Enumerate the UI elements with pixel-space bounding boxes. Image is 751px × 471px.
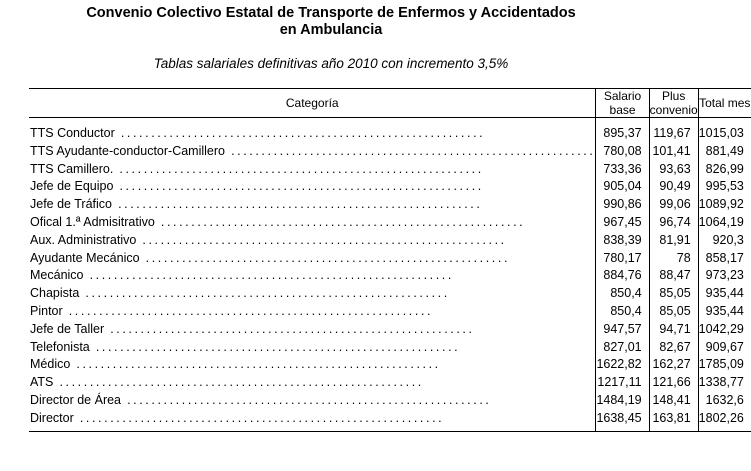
categoria-label: Jefe de Taller xyxy=(30,321,105,336)
cell-salario-base: 884,76 xyxy=(596,267,649,285)
dot-leader: ............................................................ xyxy=(113,161,484,176)
categoria-label: TTS Conductor xyxy=(30,126,115,140)
cell-salario-base: 967,45 xyxy=(596,214,649,232)
categoria-label: Aux. Administrativo xyxy=(30,232,137,247)
table-row xyxy=(29,285,751,303)
cell-salario-base: 1217,11 xyxy=(596,374,649,392)
cell-plus-convenio: 101,41 xyxy=(649,143,698,161)
title-line-1: Convenio Colectivo Estatal de Transporte de Enfermos y Accidentados xyxy=(86,5,576,21)
cell-salario-base: 850,4 xyxy=(596,303,649,321)
categoria-label: ATS xyxy=(30,375,54,390)
dot-leader: ............................................................ xyxy=(114,126,486,140)
cell-categoria xyxy=(29,118,596,143)
cell-total-mes: 935,44 xyxy=(698,285,751,303)
cell-total-mes: 995,53 xyxy=(698,178,751,196)
cell-salario-base: 947,57 xyxy=(596,321,649,339)
document-title xyxy=(0,5,662,39)
cell-total-mes: 1042,29 xyxy=(698,321,751,339)
dot-leader: ............................................................ xyxy=(62,303,434,318)
cell-salario-base: 850,4 xyxy=(596,285,649,303)
categoria-label: Chapista xyxy=(30,286,80,301)
table-row xyxy=(29,392,751,410)
cell-total-mes: 858,17 xyxy=(698,250,751,268)
table-row xyxy=(29,178,751,196)
cell-categoria xyxy=(29,232,596,250)
table-row xyxy=(29,232,751,250)
cell-categoria xyxy=(29,250,596,268)
cell-categoria xyxy=(29,178,596,196)
cell-salario-base: 1622,82 xyxy=(596,356,649,374)
cell-salario-base: 1484,19 xyxy=(596,392,649,410)
cell-categoria xyxy=(29,285,596,303)
table-row xyxy=(29,303,751,321)
cell-plus-convenio: 121,66 xyxy=(649,374,698,392)
cell-plus-convenio: 93,63 xyxy=(649,161,698,179)
categoria-label: Ofical 1.ª Admisitrativo xyxy=(30,214,155,229)
dot-leader: ............................................................ xyxy=(73,410,445,425)
cell-plus-convenio: 85,05 xyxy=(649,285,698,303)
categoria-label: Ayudante Mecánico xyxy=(30,250,140,265)
cell-salario-base: 838,39 xyxy=(596,232,649,250)
cell-plus-convenio: 81,91 xyxy=(649,232,698,250)
cell-plus-convenio: 162,27 xyxy=(649,356,698,374)
cell-categoria xyxy=(29,303,596,321)
cell-plus-convenio: 90,49 xyxy=(649,178,698,196)
cell-plus-convenio: 85,05 xyxy=(649,303,698,321)
cell-total-mes: 1089,92 xyxy=(698,196,751,214)
dot-leader: ............................................................ xyxy=(104,321,475,336)
dot-leader: ............................................................ xyxy=(225,143,596,158)
categoria-label: Mecánico xyxy=(30,268,84,283)
categoria-label: Director de Área xyxy=(30,392,122,407)
cell-plus-convenio: 78 xyxy=(649,250,698,268)
cell-categoria xyxy=(29,374,596,392)
salary-table xyxy=(29,88,751,432)
cell-plus-convenio: 82,67 xyxy=(649,339,698,357)
cell-categoria xyxy=(29,214,596,232)
cell-total-mes: 909,67 xyxy=(698,339,751,357)
dot-leader: ............................................................ xyxy=(154,214,526,229)
cell-total-mes: 881,49 xyxy=(698,143,751,161)
cell-total-mes: 1064,19 xyxy=(698,214,751,232)
table-row xyxy=(29,143,751,161)
cell-categoria xyxy=(29,321,596,339)
categoria-label: Pintor xyxy=(30,303,63,318)
dot-leader: ............................................................ xyxy=(139,250,511,265)
categoria-label: TTS Camillero. xyxy=(30,161,114,176)
dot-leader: ............................................................ xyxy=(70,357,441,372)
dot-leader: ............................................................ xyxy=(112,197,483,212)
table-row xyxy=(29,356,751,374)
cell-plus-convenio: 88,47 xyxy=(649,267,698,285)
cell-salario-base: 827,01 xyxy=(596,339,649,357)
cell-total-mes: 826,99 xyxy=(698,161,751,179)
dot-leader: ............................................................ xyxy=(136,232,507,247)
categoria-label: Jefe de Tráfico xyxy=(30,197,112,212)
dot-leader: ............................................................ xyxy=(113,179,484,194)
header-plus-convenio: Plus convenio xyxy=(649,89,698,117)
table-row xyxy=(29,374,751,392)
cell-salario-base: 780,17 xyxy=(596,250,649,268)
categoria-label: TTS Ayudante-conductor-Camillero xyxy=(30,143,225,158)
table-row xyxy=(29,214,751,232)
dot-leader: ............................................................ xyxy=(83,268,454,283)
cell-categoria xyxy=(29,356,596,374)
categoria-label: Jefe de Equipo xyxy=(30,179,114,194)
dot-leader: ............................................................ xyxy=(53,375,424,390)
document-subtitle: Tablas salariales definitivas año 2010 con incremento 3,5% xyxy=(153,56,509,71)
cell-plus-convenio: 148,41 xyxy=(649,392,698,410)
cell-salario-base: 733,36 xyxy=(596,161,649,179)
table-row xyxy=(29,196,751,214)
cell-total-mes: 1338,77 xyxy=(698,374,751,392)
table-row xyxy=(29,267,751,285)
header-salario-base: Salario base xyxy=(596,89,649,118)
cell-categoria xyxy=(29,161,596,179)
categoria-label: Director xyxy=(30,410,74,425)
table-row xyxy=(29,250,751,268)
cell-plus-convenio: 163,81 xyxy=(649,410,698,431)
cell-total-mes: 1015,03 xyxy=(698,118,751,143)
cell-total-mes: 1785,09 xyxy=(698,356,751,374)
cell-total-mes: 973,23 xyxy=(698,267,751,285)
table-row xyxy=(29,410,751,431)
dot-leader: ............................................................ xyxy=(89,339,461,354)
table-row xyxy=(29,118,751,143)
header-total-mes: Total mes xyxy=(698,89,751,118)
cell-salario-base: 895,37 xyxy=(596,118,649,143)
cell-categoria xyxy=(29,339,596,357)
table-header-row xyxy=(29,89,751,118)
cell-plus-convenio: 96,74 xyxy=(649,214,698,232)
table-row xyxy=(29,339,751,357)
cell-plus-convenio: 119,67 xyxy=(649,118,698,143)
cell-categoria xyxy=(29,392,596,410)
title-line-2: en Ambulancia xyxy=(279,22,383,38)
dot-leader: ............................................................ xyxy=(79,286,450,301)
cell-salario-base: 1638,45 xyxy=(596,410,649,431)
categoria-label: Médico xyxy=(30,357,71,372)
cell-salario-base: 905,04 xyxy=(596,178,649,196)
table-row xyxy=(29,161,751,179)
cell-salario-base: 990,86 xyxy=(596,196,649,214)
header-categoria: Categoría xyxy=(29,89,596,118)
table-row xyxy=(29,321,751,339)
cell-total-mes: 920,3 xyxy=(698,232,751,250)
cell-total-mes: 935,44 xyxy=(698,303,751,321)
cell-salario-base: 780,08 xyxy=(596,143,649,161)
cell-categoria xyxy=(29,143,596,161)
categoria-label: Telefonista xyxy=(30,339,90,354)
cell-categoria xyxy=(29,267,596,285)
cell-categoria xyxy=(29,196,596,214)
cell-plus-convenio: 94,71 xyxy=(649,321,698,339)
cell-categoria xyxy=(29,410,596,431)
cell-total-mes: 1802,26 xyxy=(698,410,751,431)
cell-plus-convenio: 99,06 xyxy=(649,196,698,214)
cell-total-mes: 1632,6 xyxy=(698,392,751,410)
dot-leader: ............................................................ xyxy=(121,392,492,407)
table-body xyxy=(29,118,751,432)
